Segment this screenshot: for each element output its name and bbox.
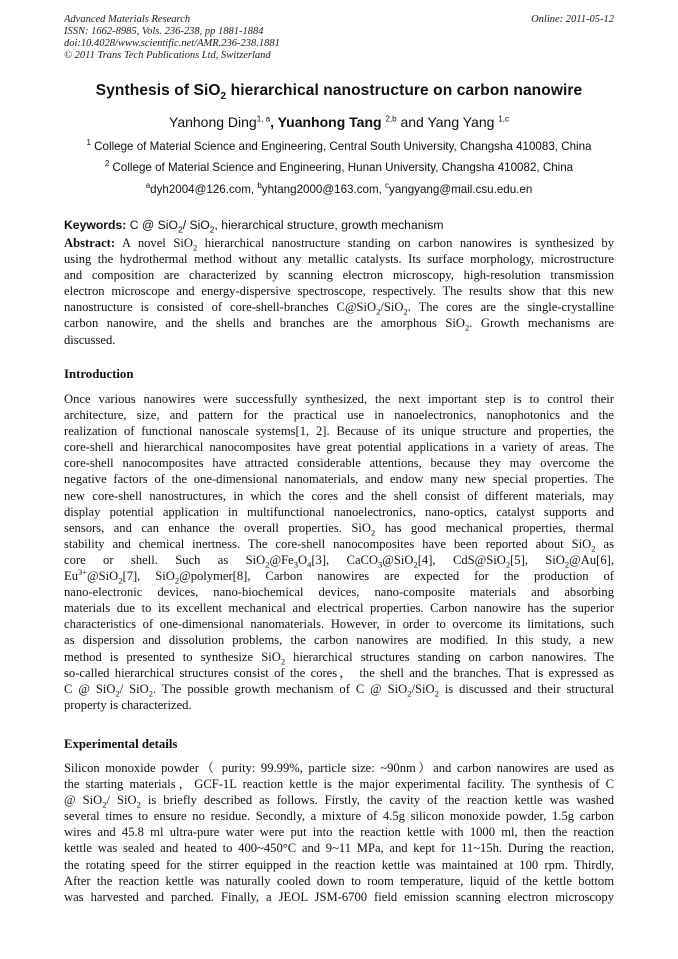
online-date: Online: 2011-05-12 xyxy=(531,14,614,25)
doi-line: doi:10.4028/www.scientific.net/AMR.236-238.1881 xyxy=(64,38,280,49)
introduction-heading: Introduction xyxy=(64,367,134,381)
experimental-body: Silicon monoxide powder（ purity: 99.99%, particle size: ~90nm）and carbon nanowires are used as the starting materials，GCF-1L reaction kettle is the major experimental facility. The synthesis of C @ SiO$_2$/ SiO$_2$ is briefly described as follows. Firstly, the cavity of the reaction kettle was washed several times to ensure no residue. Secondly, a mixture of 4.5g silicon monoxide powder, 1.5g carbon wires and 45.8 ml ultra-pure water were put into the reaction kettle with 1000 ml, then the reaction kettle was sealed and heated to 400~450°C and 9~11 MPa, and kept for 11~15h. During the reaction, the rotating speed for the stirrer equipped in the reaction kettle was maintained at 100 rpm. Thirdly, After the reaction kettle was naturally cooled down to room temperature, liquid of the kettle bottom was harvested and parched. Finally, a JEOL JSM-6700 field emission scanning electron microscopy xyxy=(64,761,614,904)
journal-name: Advanced Materials Research xyxy=(64,14,191,25)
introduction-body: Once various nanowires were successfully synthesized, the next important step is to control their architecture, size, and pattern for the practical use in nanoelectronics, nanophotonics and the realization of functional nanoscale systems[1, 2]. Because of its unique structure and properties, the core-shell and hierarchical nanocomposites have great potential applications in a variety of areas. The core-shell nanocomposites have attracted considerable attentions, because they may overcome the negative factors of the one-dimensional nanomaterials, and endow many new special properties. The new core-shell nanostructures, in which the cores and the shell consist of different materials, may display potential application in multifunctional nanoelectronics, nano-optics, catalyst supports and sensors, and can enhance the overall properties. SiO$_2$ has good mechanical properties, thermal stability and chemical inertness. The core-shell nanocomposites have been reported about SiO$_2$ as core or shell. Such as $SiO_2@Fe_3O_4[3]$, CaCO$_3$@SiO$_2$[4], CdS@SiO$_2$[5], SiO$_2$@Au[6], $Eu^{3+}@SiO_2[7]$, SiO$_2$@polymer[8], Carbon nanowires are expected for the production of nano-electronic devices, nano-biochemical devices, nano-composite materials and absorbing materials due to its excellent mechanical and electrical properties. Carbon nanowire has the superior characteristics of one-dimensional nanomaterials. However, in order to overcome its limitations, such as dispersion and dissolution problems, the carbon nanowires are modified. In this study, a new method is presented to synthesize SiO$_2$ hierarchical structures standing on carbon nanowires. The so-called hierarchical structures consist of the cores， the shell and the branches. That is expressed as C @ SiO$_2$/ SiO$_2$. The possible growth mechanism of C @ SiO$_2$/SiO$_2$ is discussed and their structural property is characterized. xyxy=(64,392,614,712)
publication-meta xyxy=(64,14,280,62)
copyright-line: © 2011 Trans Tech Publications Ltd, Switzerland xyxy=(64,50,271,61)
experimental-heading: Experimental details xyxy=(64,737,178,751)
issn-line: ISSN: 1662-8985, Vols. 236-238, pp 1881-1884 xyxy=(64,26,264,37)
author-list: Yanhong Ding$^{1, a}$, Yuanhong Tang $^{2,b}$ and Yang Yang $^{1,c}$ xyxy=(169,114,509,130)
keywords: Keywords: C @ SiO$_2$/ SiO$_2$, hierarchical structure, growth mechanism xyxy=(64,218,444,235)
abstract: Abstract: A novel SiO$_2$ hierarchical nanostructure standing on carbon nanowires is synthesized by using the hydrothermal method without any metallic catalysts. Its surface morphology, microstructure and composition are characterized by scanning electron microscopy, high-resolution transmission electron microscope and energy-dispersive spectroscope, respectively. The results show that this new nanostructure is consisted of core-shell-branches C@SiO$_2$/SiO$_2$. The cores are the single-crystalline carbon nanowire, and the shells and branches are the amorphous SiO$_2$. Growth mechanisms are discussed. xyxy=(64,236,614,347)
author-emails: $^a$dyh2004@126.com, $^b$yhtang2000@163.com, $^c$yangyang@mail.csu.edu.en xyxy=(145,181,533,196)
paper-title: Synthesis of SiO$_2$ hierarchical nanostructure on carbon nanowire xyxy=(95,82,583,103)
affiliation-2: $^2$ College of Material Science and Engineering, Hunan University, Changsha 410082, China xyxy=(104,159,574,174)
affiliation-1: $^1$ College of Material Science and Engineering, Central South University, Changsha 410083, China xyxy=(86,138,592,153)
